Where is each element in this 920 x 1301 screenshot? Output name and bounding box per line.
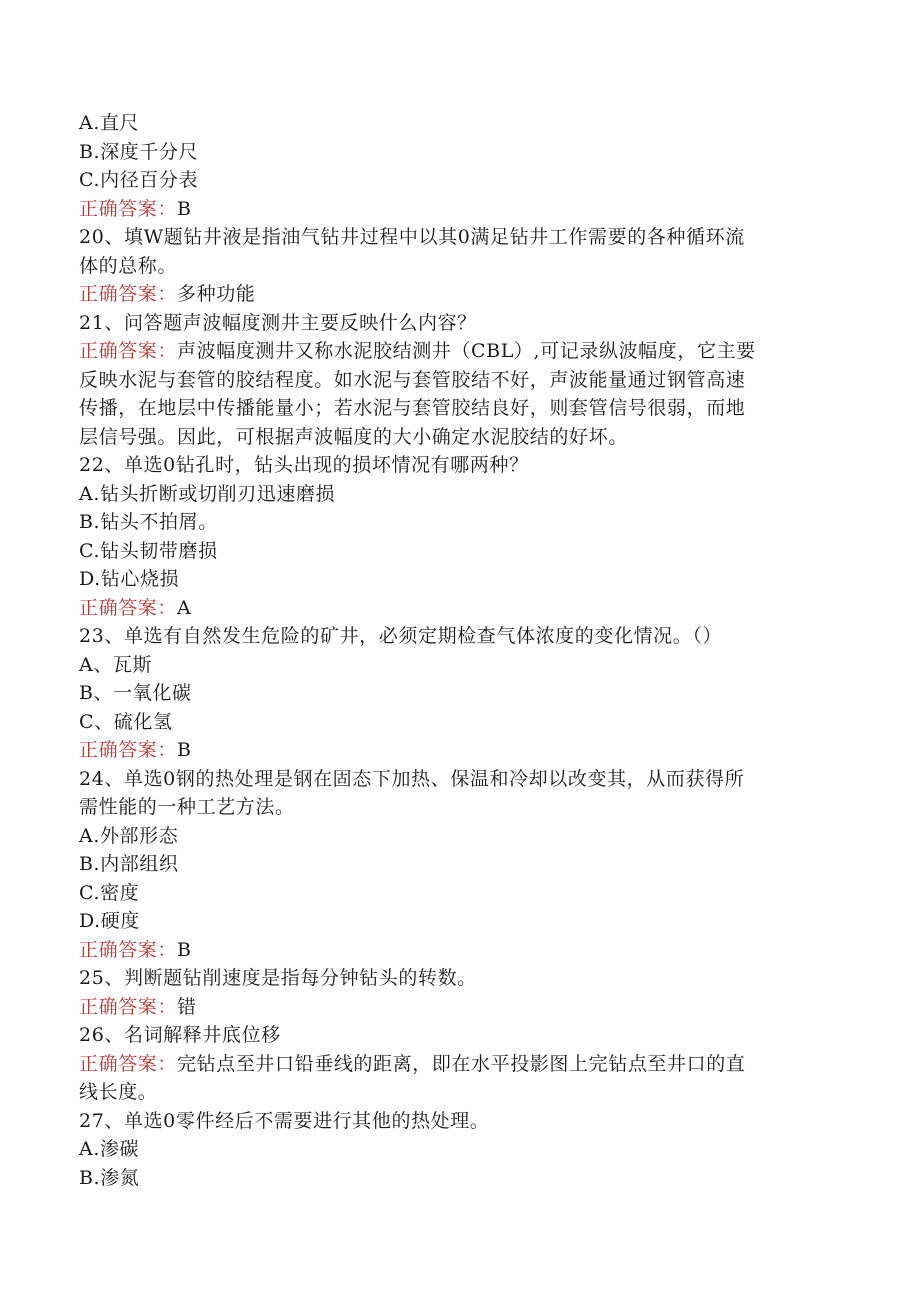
question-text: 体的总称。 (79, 254, 178, 277)
answer-option: D.钻心烧损 (79, 568, 180, 590)
answer-option: A.钻头折断或切削刃迅速磨损 (79, 482, 336, 505)
answer-value: B (177, 938, 192, 961)
answer-value: 多种功能 (177, 283, 256, 305)
answer-value: 错 (177, 995, 197, 1018)
answer-value: B (177, 197, 192, 220)
answer-line (79, 736, 819, 765)
answer-label: 正确答案： (79, 596, 178, 619)
answer-option: B.渗氮 (79, 1166, 140, 1189)
answer-line (79, 280, 819, 309)
answer-value: B (177, 739, 192, 761)
text-line: 反映水泥与套管的胶结程度。如水泥与套管胶结不好，声波能量通过钢管高速 (79, 368, 746, 391)
answer-option: A.外部形态 (79, 824, 179, 847)
answer-option: A.渗碳 (79, 1138, 140, 1160)
answer-line (79, 337, 819, 366)
answer-option: B.深度千分尺 (79, 140, 199, 163)
question-text: 22、单选0钻孔时，钻头出现的损坏情况有哪两种？ (79, 454, 529, 476)
answer-label: 正确答案： (79, 739, 178, 761)
answer-option: C.密度 (79, 881, 140, 904)
answer-line (79, 594, 819, 623)
question-text: 20、填W题钻井液是指油气钻井过程中以其0满足钻井工作需要的各种循环流 (79, 226, 745, 248)
answer-value: 完钻点至井口铅垂线的距离，即在水平投影图上完钻点至井口的直 (177, 1052, 746, 1075)
answer-line (79, 195, 819, 224)
answer-option: C、硫化氢 (79, 710, 173, 733)
answer-option: B.钻头不拍屑。 (79, 511, 218, 533)
answer-option: B.内部组织 (79, 853, 179, 875)
answer-option: B、一氧化碳 (79, 682, 192, 704)
answer-label: 正确答案： (79, 197, 178, 220)
answer-option: D.硬度 (79, 910, 140, 932)
answer-label: 正确答案： (79, 283, 178, 305)
answer-option: A、瓦斯 (79, 653, 153, 676)
answer-label: 正确答案： (79, 340, 178, 362)
answer-value: 声波幅度测井又称水泥胶结测井（CBL）,可记录纵波幅度，它主要 (177, 340, 756, 362)
question-text: 27、单选0零件经后不需要进行其他的热处理。 (79, 1109, 490, 1132)
question-text: 25、判断题钻削速度是指每分钟钻头的转数。 (79, 967, 477, 989)
answer-option: A.直尺 (79, 112, 140, 134)
question-list (79, 109, 819, 1192)
text-line: 层信号强。因此，可根据声波幅度的大小确定水泥胶结的好坏。 (79, 425, 628, 448)
question-text: 需性能的一种工艺方法。 (79, 796, 295, 818)
answer-label: 正确答案： (79, 995, 178, 1018)
question-text: 24、单选0钢的热处理是钢在固态下加热、保温和冷却以改变其，从而获得所 (79, 767, 745, 790)
answer-label: 正确答案： (79, 1052, 178, 1075)
answer-line (79, 993, 819, 1022)
answer-label: 正确答案： (79, 938, 178, 961)
text-line: 线长度。 (79, 1081, 158, 1103)
answer-option: C.内径百分表 (79, 169, 199, 191)
answer-value: A (177, 596, 192, 619)
answer-option: C.钻头韧带磨损 (79, 539, 218, 562)
answer-line (79, 1050, 819, 1079)
question-text: 21、问答题声波幅度测井主要反映什么内容？ (79, 311, 477, 334)
question-text: 23、单选有自然发生危险的矿井，必须定期检查气体浓度的变化情况。（） (79, 625, 723, 647)
question-text: 26、名词解释井底位移 (79, 1024, 281, 1046)
text-line: 传播，在地层中传播能量小；若水泥与套管胶结良好，则套管信号很弱，而地 (79, 397, 746, 419)
answer-line (79, 936, 819, 965)
